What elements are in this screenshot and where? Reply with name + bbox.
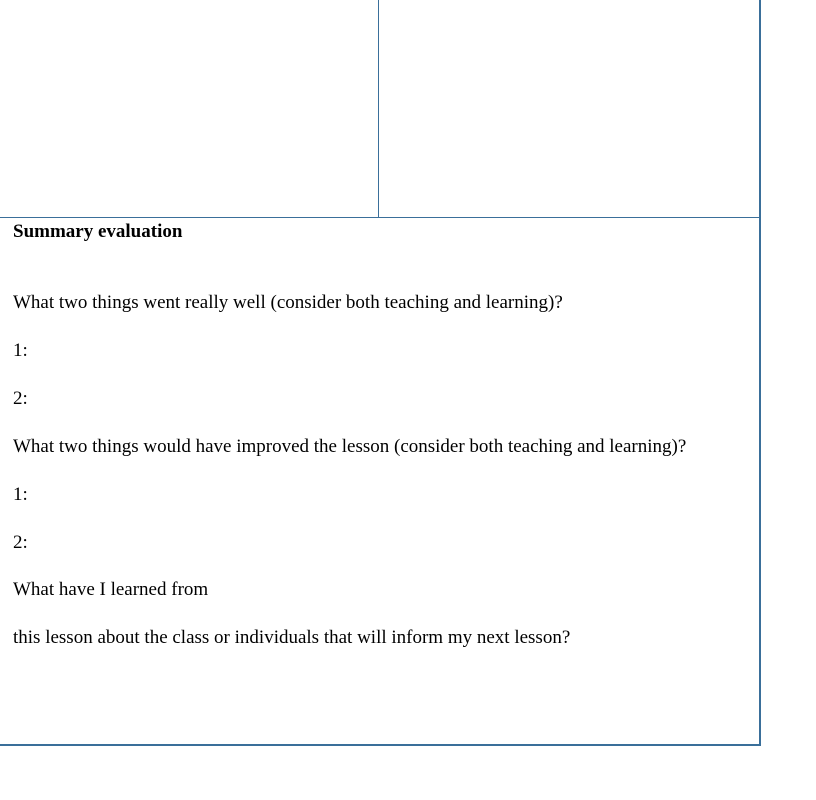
summary-evaluation-section: [0, 218, 759, 744]
improvement-item-1: 1:: [13, 484, 28, 505]
question-improvements: What two things would have improved the lesson (consider both teaching and learning)?: [13, 436, 687, 457]
went-well-item-2: 2:: [13, 388, 28, 409]
empty-cell-right: [379, 0, 759, 218]
empty-cell-left: [0, 0, 379, 218]
question-learned-line-1: What have I learned from: [13, 579, 209, 600]
improvement-item-2: 2:: [13, 532, 28, 553]
went-well-item-1: 1:: [13, 340, 28, 361]
question-went-well: What two things went really well (consider both teaching and learning)?: [13, 292, 563, 313]
question-learned-line-2: this lesson about the class or individuals that will inform my next lesson?: [13, 627, 571, 648]
summary-heading: Summary evaluation: [13, 221, 183, 242]
